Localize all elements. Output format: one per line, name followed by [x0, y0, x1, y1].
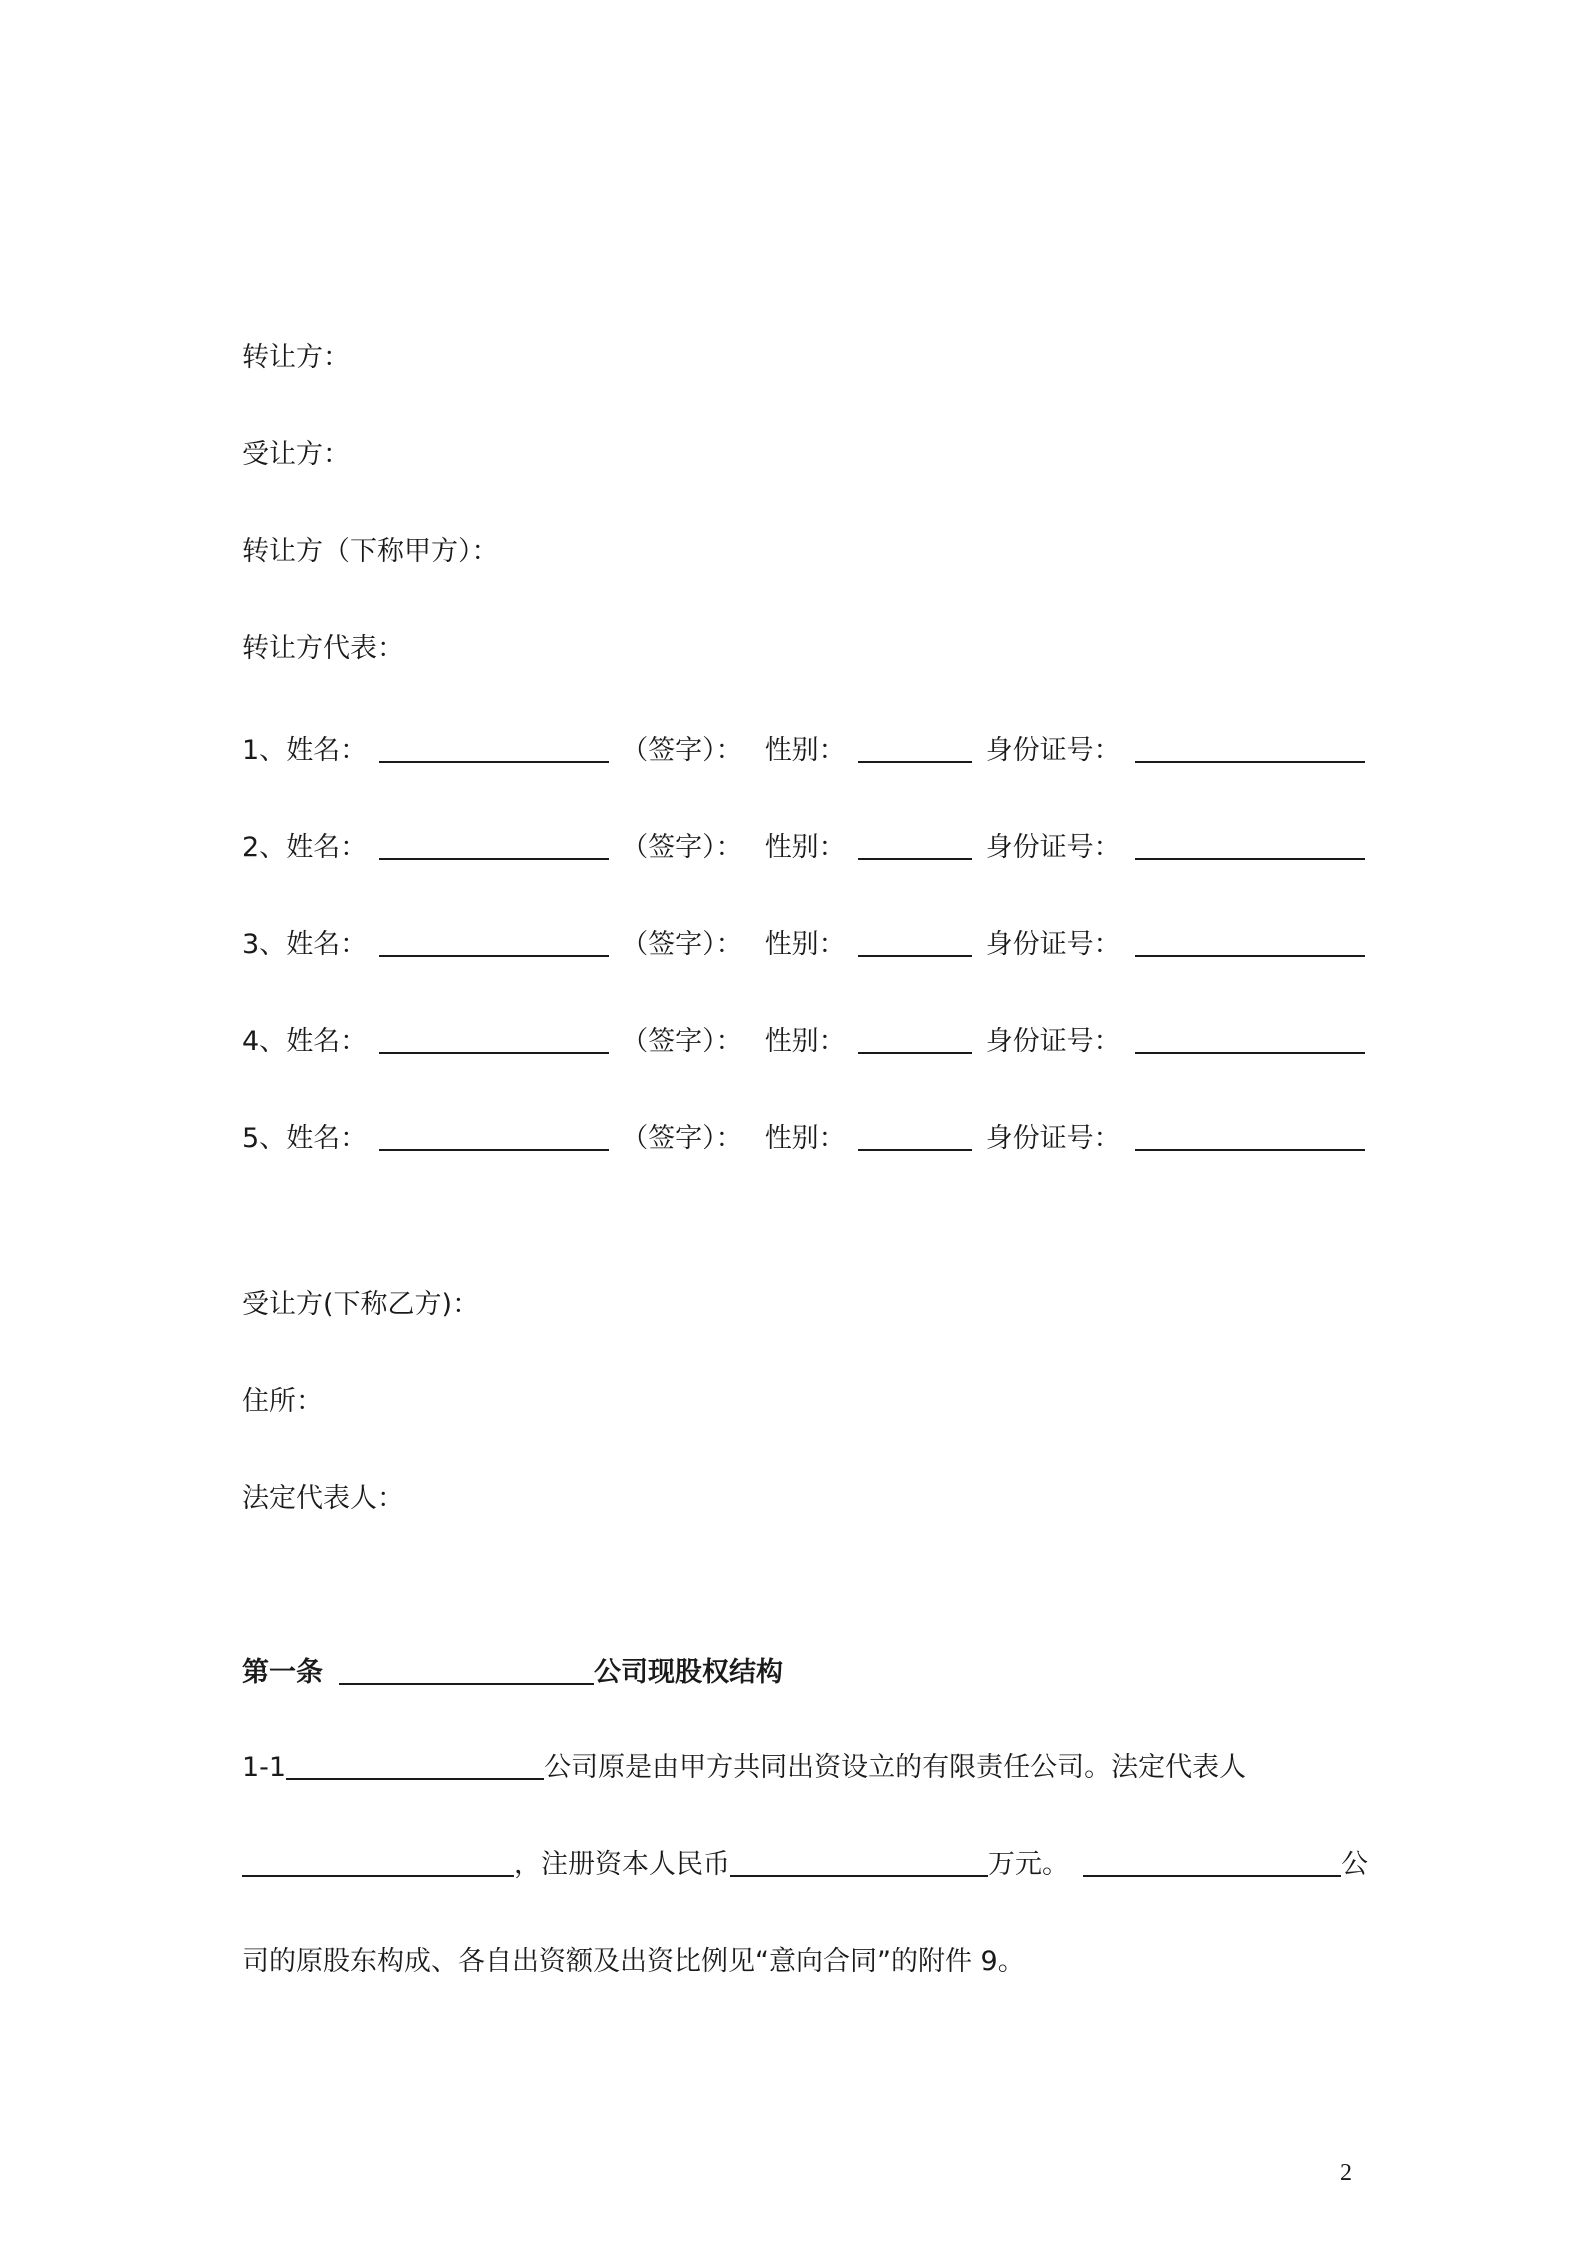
- rep-sign-label: （签字）：: [621, 832, 743, 863]
- clause-1-1-unit: 万元。: [988, 1849, 1069, 1880]
- rep-gender-blank[interactable]: [858, 927, 972, 957]
- rep-name-blank[interactable]: [379, 1024, 609, 1054]
- page-number: 2: [1340, 2160, 1352, 2186]
- article-1-prefix: 第一条: [242, 1657, 323, 1688]
- rep-gender-label: 性别：: [764, 1123, 846, 1154]
- rep-number: 4、: [242, 1026, 287, 1057]
- rep-gender-label: 性别：: [764, 929, 846, 960]
- clause-1-1-text-end: 公: [1341, 1849, 1368, 1880]
- rep-gender-blank[interactable]: [858, 733, 972, 763]
- clause-1-1-line-2: [242, 1847, 1368, 1883]
- transferee-label: 受让方：: [242, 439, 350, 470]
- rep-id-blank[interactable]: [1135, 1024, 1365, 1054]
- rep-gender-label: 性别：: [764, 832, 846, 863]
- representative-row: [242, 830, 1365, 866]
- rep-id-blank[interactable]: [1135, 927, 1365, 957]
- rep-name-blank[interactable]: [379, 733, 609, 763]
- rep-name-label: 姓名：: [286, 832, 368, 863]
- company-name-blank-2[interactable]: [1083, 1847, 1341, 1877]
- rep-id-label: 身份证号：: [985, 1123, 1121, 1154]
- rep-name-label: 姓名：: [286, 929, 368, 960]
- rep-gender-label: 性别：: [764, 1026, 846, 1057]
- rep-id-label: 身份证号：: [985, 929, 1121, 960]
- clause-1-1-number: 1-1: [242, 1752, 287, 1783]
- rep-id-blank[interactable]: [1135, 733, 1365, 763]
- clause-1-1-line-1: [242, 1750, 1246, 1786]
- representative-row: [242, 733, 1365, 769]
- rep-gender-blank[interactable]: [858, 830, 972, 860]
- rep-name-label: 姓名：: [286, 1026, 368, 1057]
- registered-capital-blank[interactable]: [730, 1847, 988, 1877]
- transferor-rep-label: 转让方代表：: [242, 633, 404, 664]
- rep-id-blank[interactable]: [1135, 1121, 1365, 1151]
- rep-sign-label: （签字）：: [621, 1123, 743, 1154]
- rep-id-label: 身份证号：: [985, 1026, 1121, 1057]
- rep-sign-label: （签字）：: [621, 929, 743, 960]
- rep-id-blank[interactable]: [1135, 830, 1365, 860]
- party-b-title: 受让方(下称乙方)：: [242, 1289, 480, 1320]
- clause-1-1-text-2: ，注册资本人民币: [514, 1849, 730, 1880]
- rep-id-label: 身份证号：: [985, 832, 1121, 863]
- party-b-address-label: 住所：: [242, 1386, 323, 1417]
- rep-number: 3、: [242, 929, 287, 960]
- rep-gender-blank[interactable]: [858, 1024, 972, 1054]
- rep-number: 5、: [242, 1123, 287, 1154]
- clause-company-blank[interactable]: [286, 1750, 544, 1780]
- party-a-label: 转让方（下称甲方）：: [242, 536, 499, 567]
- rep-gender-label: 性别：: [764, 735, 846, 766]
- rep-number: 2、: [242, 832, 287, 863]
- rep-id-label: 身份证号：: [985, 735, 1121, 766]
- rep-gender-blank[interactable]: [858, 1121, 972, 1151]
- representative-row: [242, 1121, 1365, 1157]
- rep-number: 1、: [242, 735, 287, 766]
- rep-name-label: 姓名：: [286, 735, 368, 766]
- rep-sign-label: （签字）：: [621, 1026, 743, 1057]
- article-1-suffix: 公司现股权结构: [594, 1657, 783, 1688]
- clause-1-1-line-3: 司的原股东构成、各自出资额及出资比例见“意向合同”的附件 9。: [242, 1946, 1025, 1977]
- rep-name-blank[interactable]: [379, 1121, 609, 1151]
- rep-name-blank[interactable]: [379, 927, 609, 957]
- clause-1-1-text-1: 公司原是由甲方共同出资设立的有限责任公司。法定代表人: [544, 1752, 1247, 1783]
- rep-sign-label: （签字）：: [621, 735, 743, 766]
- representative-row: [242, 927, 1365, 963]
- rep-name-blank[interactable]: [379, 830, 609, 860]
- rep-name-label: 姓名：: [286, 1123, 368, 1154]
- article-1-heading: [242, 1655, 783, 1691]
- legal-rep-blank[interactable]: [242, 1847, 514, 1877]
- party-b-legal-rep-label: 法定代表人：: [242, 1483, 404, 1514]
- representative-row: [242, 1024, 1365, 1060]
- company-name-blank[interactable]: [339, 1655, 594, 1685]
- transferor-label: 转让方：: [242, 342, 350, 373]
